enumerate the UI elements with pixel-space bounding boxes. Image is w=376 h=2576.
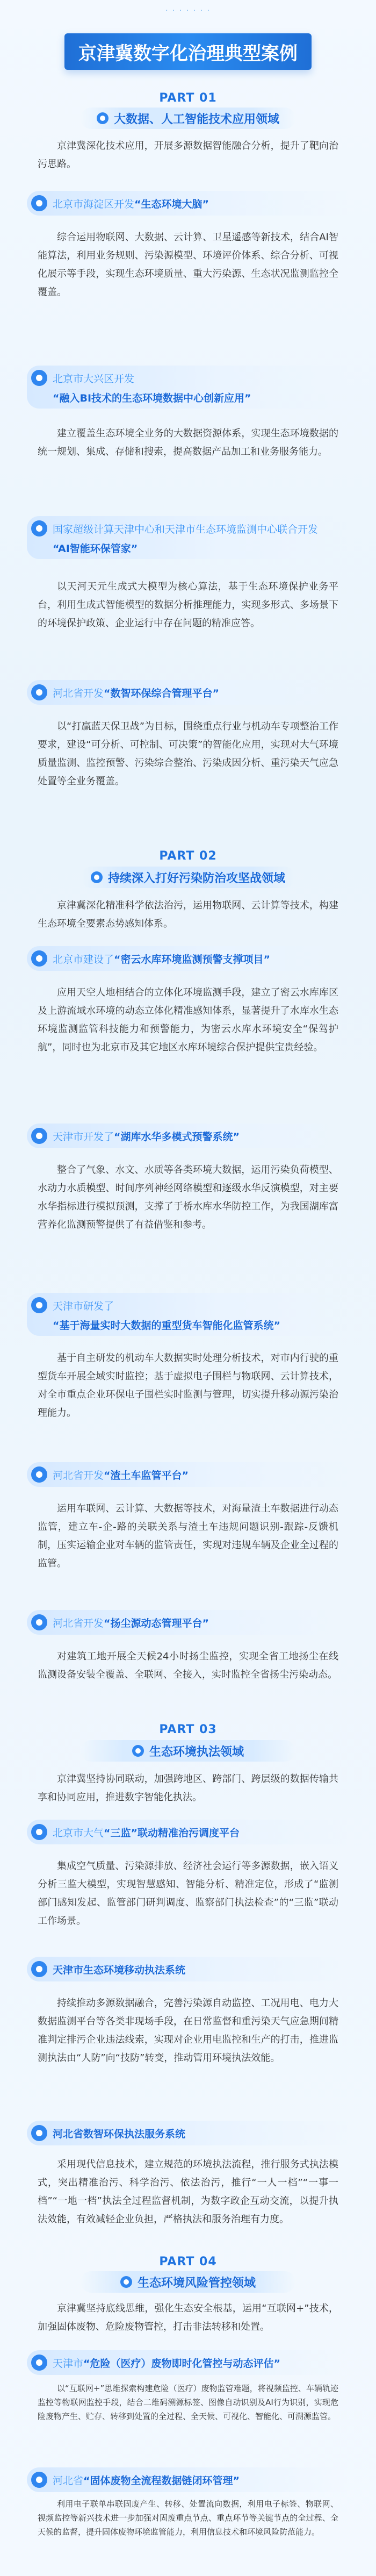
case-header: 北京市海淀区开发 “生态环境大脑” — [27, 191, 349, 216]
location-icon — [31, 370, 47, 386]
top-note: · · · · · · · — [165, 6, 211, 15]
case-body: 以“互联网+”思维探索构建危险（医疗）废物监管难题，将视频监控、车辆轨迹监控等物联网监控手段，结合二维码溯源标签、图像自动识别及AI行为识别，实现危险废物产生、贮存、转移到处置的全过程、全天候、可视化、智能化、可溯源监管。 — [38, 2384, 338, 2421]
case-body: 对建筑工地开展全天候24小时扬尘监控，实现全省工地扬尘在线监测设备安装全覆盖、全联网、全接入，实时监控全省扬尘污染动态。 — [38, 1651, 338, 1680]
case-header: 河北省 “固体废物全流程数据链闭环管理” — [27, 2467, 349, 2492]
case-header: 天津市研发了 “基于海量实时大数据的重型货车智能化监管系统” — [27, 1293, 349, 1336]
case-header: 河北省开发 “扬尘源动态管理平台” — [27, 1610, 349, 1635]
location-icon — [31, 2472, 47, 2488]
case-header: 北京市大气 “三监”联动精准治污调度平台 — [27, 1820, 349, 1844]
section-title: 大数据、人工智能技术应用领域 — [81, 108, 295, 129]
bullet-icon — [120, 2276, 132, 2288]
location-icon — [31, 1297, 47, 1313]
location-icon — [31, 2355, 47, 2371]
location-icon — [31, 1466, 47, 1483]
case-body: 建立覆盖生态环境全业务的大数据资源体系，实现生态环境数据的统一规划、集成、存储和搜索，提高数据产品加工和业务服务能力。 — [38, 428, 338, 457]
section-title: 持续深入打好污染防治攻坚战领域 — [81, 867, 295, 888]
case-body: 集成空气质量、污染源排放、经济社会运行等多源数据，嵌入语义分析三监大模型，实现智慧感知、智能分析、精准定位，形成了“监测部门感知发起、监管部门研判调度、监察部门执法检查”的“三监”联动工作场景。 — [38, 1861, 338, 1927]
case-header: 河北省开发 “数智环保综合管理平台” — [27, 680, 349, 705]
case-body: 以“打赢蓝天保卫战”为目标，围绕重点行业与机动车专项整治工作要求，建设“可分析、可控制、可决策”的智能化应用，实现对大气环境质量监测、监控预警、污染综合整治、污染成因分析、重污染天气应急处置等全业务覆盖。 — [38, 721, 338, 787]
case-header: 天津市开发了 “湖库水华多模式预警系统” — [27, 1124, 349, 1148]
bullet-icon — [97, 112, 109, 124]
location-icon — [31, 950, 47, 967]
section-title: 生态环境风险管控领域 — [81, 2271, 295, 2293]
page-title: 京津冀数字化治理典型案例 — [64, 33, 312, 70]
bullet-icon — [132, 1745, 144, 1757]
part-label: PART 03 — [159, 1723, 217, 1736]
part-label: PART 01 — [159, 91, 217, 105]
case-body: 以天河天元生成式大模型为核心算法，基于生态环境保护业务平台，利用生成式智能模型的数据分析推理能力，实现多形式、多场景下的环境保护政策、企业运行中存在问题的精准应答。 — [38, 581, 338, 629]
part-label: PART 04 — [159, 2255, 217, 2269]
case-header: 国家超级计算天津中心和天津市生态环境监测中心联合开发 “AI智能环保管家” — [27, 516, 349, 559]
section-intro: 京津冀深化精准科学依法治污，运用物联网、云计算等技术，构建生态环境全要素态势感知体系。 — [38, 900, 338, 929]
location-icon — [31, 1961, 47, 1977]
section-intro: 京津冀深化技术应用，开展多源数据智能融合分析，提升了靶向治污思路。 — [38, 140, 338, 170]
location-icon — [31, 1128, 47, 1144]
case-header: 天津市生态环境移动执法系统 — [27, 1957, 349, 1981]
location-icon — [31, 520, 47, 536]
section-intro: 京津冀坚持底线思维，强化生态安全根基，运用“互联网+”技术，加强固体废物、危险废物管控，打击非法转移和处置。 — [38, 2303, 338, 2332]
location-icon — [31, 195, 47, 211]
case-body: 运用车联网、云计算、大数据等技术，对海量渣土车数据进行动态监管，建立车-企-路的关联关系与渣土车违规问题识别-跟踪-反馈机制，压实运输企业对车辆的监管责任，实现对违规车辆及企业全过程的监管。 — [38, 1503, 338, 1569]
case-header: 河北省数智环保执法服务系统 — [27, 2121, 349, 2145]
location-icon — [31, 1824, 47, 1840]
part-label: PART 02 — [159, 849, 217, 863]
case-body: 采用现代信息技术，建立规范的环境执法流程，推行服务式执法模式，突出精准治污、科学治污、依法治污，推行“一人一档”“一事一档”“一地一档”执法全过程监督机制，为数字政企互动交流，以提升执法效能，有效减轻企业负担，严格执法和服务治理有力度。 — [38, 2159, 338, 2225]
case-header: 北京市大兴区开发 “融入BI技术的生态环境数据中心创新应用” — [27, 366, 349, 409]
location-icon — [31, 1614, 47, 1630]
case-body: 综合运用物联网、大数据、云计算、卫星遥感等新技术，结合AI智能算法，利用业务规则、污染源模型、环境评价体系、综合分析、可视化展示等手段，实现生态环境质量、重大污染源、生态状况监测监控全覆盖。 — [38, 232, 338, 298]
case-header: 天津市 “危险（医疗）废物即时化管控与动态评估” — [27, 2350, 349, 2375]
case-body: 应用天空人地相结合的立体化环境监测手段，建立了密云水库库区及上游流域水环境的动态立体化精准感知体系，显著提升了水库水生态环境监测监管科技能力和预警能力，为密云水库水环境安全“保驾护航”，同时也为北京市及其它地区水库环境综合保护提供宝贵经验。 — [38, 987, 338, 1053]
case-body: 利用电子联单串联固废产生、转移、处置流向数据，利用电子标签、物联网、视频监控等新兴技术进一步加强对固废重点节点、重点环节等关键节点的全过程、全天候的监督，提升固体废物环境监管能力，利用信息技术和环境风险防范能力。 — [38, 2499, 338, 2537]
bullet-icon — [91, 871, 103, 883]
case-body: 基于自主研发的机动车大数据实时处理分析技术，对市内行驶的重型货车开展全域实时监控；基于虚拟电子围栏与物联网、云计算技术，对全市重点企业环保电子围栏实时监测与管理，切实提升移动源污染治理能力。 — [38, 1353, 338, 1419]
case-header: 河北省开发 “渣土车监管平台” — [27, 1462, 349, 1487]
location-icon — [31, 2125, 47, 2141]
case-header: 北京市建设了 “密云水库环境监测预警支撑项目” — [27, 946, 349, 971]
case-body: 整合了气象、水文、水质等各类环境大数据，运用污染负荷模型、水动力水质模型、时间序列神经网络模型和逐级水华反演模型，对主要水华指标进行模拟预测，支撑了于桥水库水华防控工作，为我国湖库富营养化监测预警提供了有益借鉴和参考。 — [38, 1164, 338, 1230]
section-title: 生态环境执法领域 — [81, 1740, 295, 1762]
section-intro: 京津冀坚持协同联动，加强跨地区、跨部门、跨层级的数据传输共享和协同应用，推进数字智能化执法。 — [38, 1773, 338, 1803]
location-icon — [31, 684, 47, 700]
case-body: 持续推动多源数据融合，完善污染源自动监控、工况用电、电力大数据监测平台等各类非现场手段，在日常监督和重污染天气应急期间精准判定排污企业违法线索，实现对企业用电监控和生产的打击，推进监测执法由“人防”向“技防”转变，推动管用环境执法效能。 — [38, 1998, 338, 2064]
